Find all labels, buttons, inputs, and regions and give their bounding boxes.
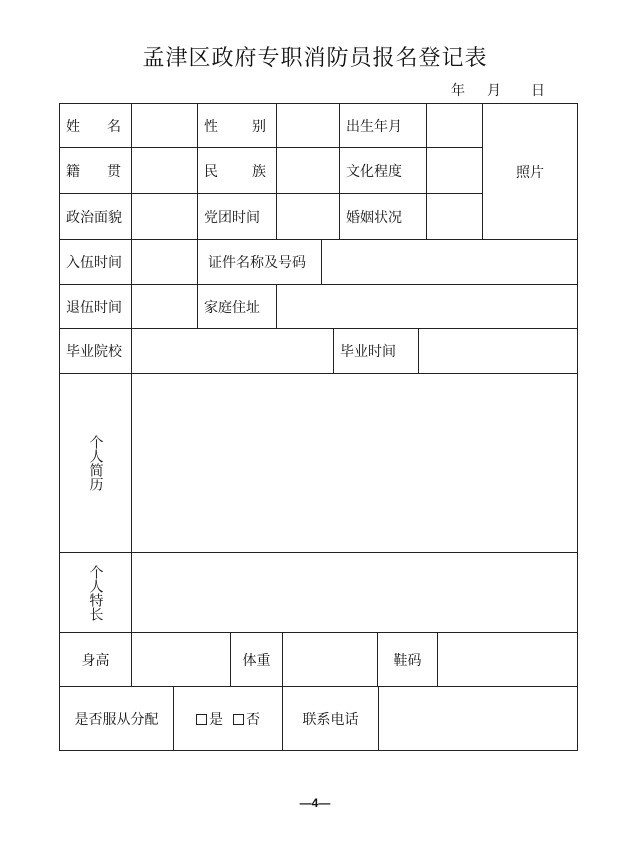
obey-label-text: 是否服从分配 [74,711,159,728]
discharge-field[interactable] [131,284,198,329]
school-field[interactable] [131,328,334,374]
no-option[interactable] [233,709,260,729]
name-field[interactable] [131,103,198,148]
political-label [59,193,132,240]
yes-label: 是 [209,711,223,728]
gender-label-a: 性 [204,118,218,135]
native-label-b: 贯 [107,163,121,180]
yes-option[interactable] [196,709,223,729]
id-doc-label-text: 证件名称及号码 [208,255,306,271]
enlist-field[interactable] [131,239,198,285]
ethnic-label-b: 族 [252,163,266,180]
no-checkbox[interactable] [233,714,244,725]
yes-checkbox[interactable] [196,714,207,725]
no-label: 否 [246,711,260,728]
grad-time-label-text: 毕业时间 [340,344,396,360]
page-number: —4— [299,796,331,810]
phone-field[interactable] [378,686,578,751]
id-doc-field[interactable] [321,239,578,285]
ethnic-label [197,147,277,194]
party-time-field[interactable] [276,193,340,240]
party-time-label-text: 党团时间 [204,209,260,226]
enlist-label-text: 入伍时间 [66,255,122,271]
discharge-label [59,284,132,329]
obey-label [59,686,174,751]
address-field[interactable] [276,284,578,329]
photo-label: 照片 [516,164,544,181]
discharge-label-text: 退伍时间 [66,299,122,316]
skills-label-text: 个人特长 [87,564,104,621]
birth-field[interactable] [426,103,483,148]
resume-label-text: 个人简历 [87,435,104,491]
name-label [59,103,132,148]
ethnic-field[interactable] [276,147,340,194]
gender-field[interactable] [276,103,340,148]
id-doc-label [197,239,322,285]
skills-field[interactable] [131,552,578,633]
ethnic-label-a: 民 [204,163,218,180]
address-label-text: 家庭住址 [204,299,260,316]
gender-label-b: 别 [252,118,266,135]
school-label [59,328,132,374]
skills-label [59,552,132,633]
date-year: 年 [451,83,465,99]
gender-label [197,103,277,148]
name-label-b: 名 [107,118,121,135]
shoe-label-text: 鞋码 [393,652,422,669]
native-label [59,147,132,194]
native-label-a: 籍 [66,163,80,180]
birth-label [339,103,427,148]
phone-label [282,686,379,751]
school-label-text: 毕业院校 [66,344,122,360]
photo-box[interactable] [482,103,578,240]
phone-label-text: 联系电话 [302,711,359,728]
native-field[interactable] [131,147,198,194]
height-field[interactable] [131,632,231,687]
shoe-label [377,632,438,687]
education-label-text: 文化程度 [346,163,402,180]
weight-label-text: 体重 [242,652,271,669]
height-label-text: 身高 [81,652,110,669]
marital-label-text: 婚姻状况 [346,209,402,226]
address-label [197,284,277,329]
political-field[interactable] [131,193,198,240]
marital-label [339,193,427,240]
marital-field[interactable] [426,193,483,240]
political-label-text: 政治面貌 [66,209,122,226]
education-label [339,147,427,194]
height-label [59,632,132,687]
date-day: 日 [531,83,545,99]
name-label-a: 姓 [66,118,80,135]
grad-time-field[interactable] [418,328,578,374]
form-title: 孟津区政府专职消防员报名登记表 [142,46,488,71]
weight-label [230,632,283,687]
enlist-label [59,239,132,285]
date-month: 月 [487,83,501,99]
weight-field[interactable] [282,632,378,687]
resume-label [59,373,132,553]
resume-field[interactable] [131,373,578,553]
shoe-field[interactable] [437,632,578,687]
birth-label-text: 出生年月 [346,118,402,135]
party-time-label [197,193,277,240]
grad-time-label [333,328,419,374]
education-field[interactable] [426,147,483,194]
obey-choice [173,686,283,751]
